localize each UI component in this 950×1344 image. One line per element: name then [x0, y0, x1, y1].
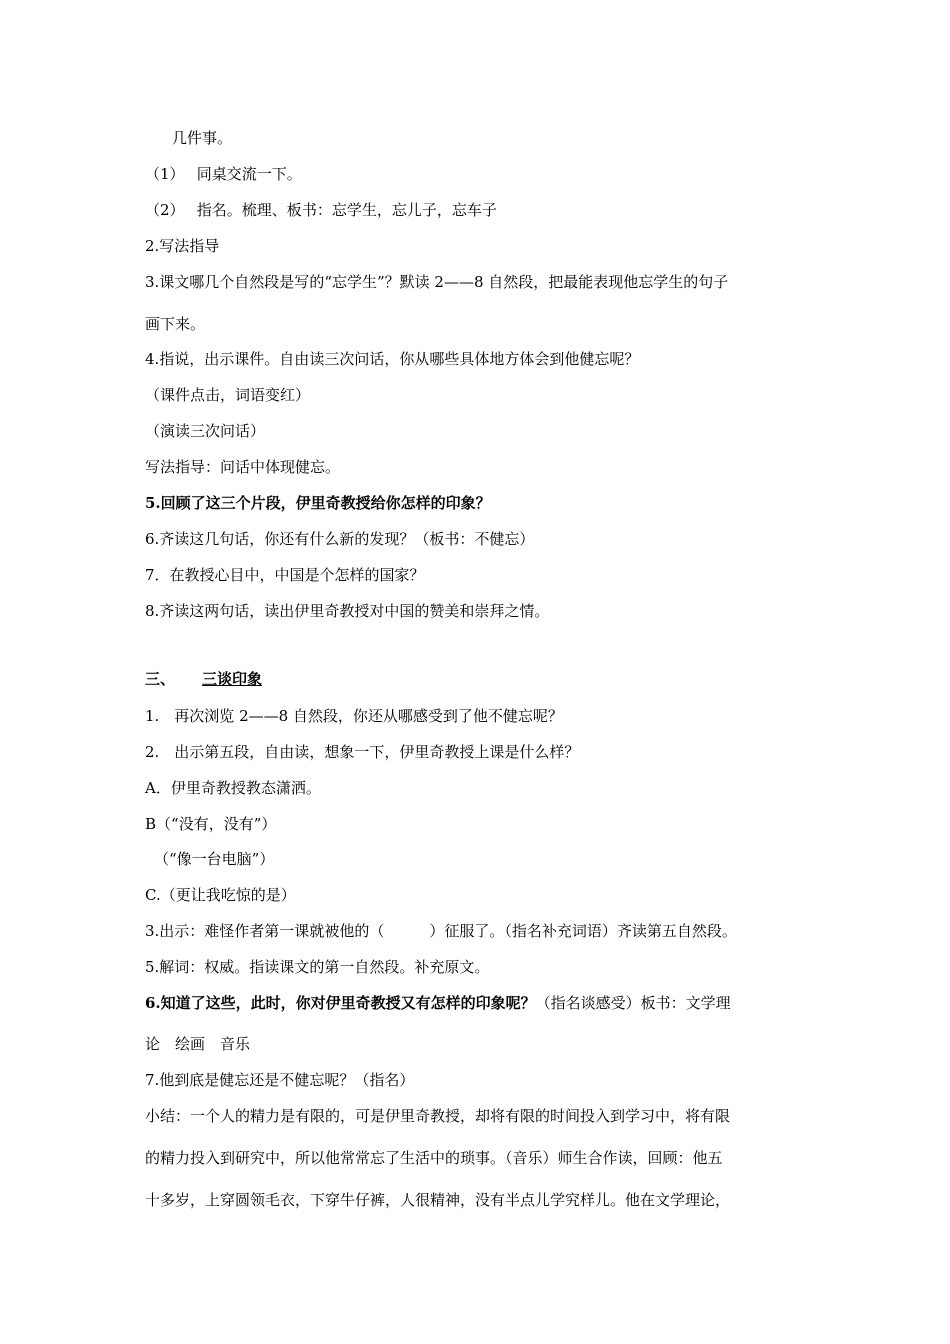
- text-line: C.（更让我吃惊的是）: [145, 886, 296, 904]
- text-line: 3.出示：难怪作者第一课就被他的（ ）征服了。（指名补充词语）齐读第五自然段。: [145, 922, 737, 940]
- text-line: 1. 再次浏览 2——8 自然段，你还从哪感受到了他不健忘呢？: [145, 707, 563, 725]
- text-line: 几件事。: [172, 129, 233, 147]
- text-line: 3.课文哪几个自然段是写的“忘学生”？默读 2——8 自然段，把最能表现他忘学生的句子: [145, 273, 729, 291]
- section-title: 三谈印象: [202, 670, 263, 688]
- mixed-line: [145, 993, 731, 1013]
- bold-question-text: 6.知道了这些，此时，你对伊里奇教授又有怎样的印象呢？: [145, 994, 536, 1012]
- text-line: 的精力投入到研究中，所以他常常忘了生活中的琐事。（音乐）师生合作读，回顾：他五: [145, 1149, 723, 1167]
- text-line: 7.他到底是健忘还是不健忘呢？（指名）: [145, 1071, 415, 1089]
- text-line: （演读三次问话）: [145, 422, 266, 440]
- text-line: A．伊里奇教授教态潇洒。: [145, 779, 321, 797]
- text-line: 8.齐读这两句话，读出伊里奇教授对中国的赞美和崇拜之情。: [145, 602, 550, 620]
- text-line: （课件点击，词语变红）: [145, 386, 311, 404]
- text-line: （2） 指名。梳理、板书：忘学生，忘儿子，忘车子: [145, 201, 497, 219]
- text-line: B（“没有，没有”）: [145, 815, 277, 833]
- line-remainder: （指名谈感受）板书：文学理: [535, 994, 731, 1012]
- text-line: 7．在教授心目中，中国是个怎样的国家？: [145, 566, 425, 584]
- text-line: 5.解词：权威。指读课文的第一自然段。补充原文。: [145, 958, 490, 976]
- text-line: 4.指说，出示课件。自由读三次问话，你从哪些具体地方体会到他健忘呢？: [145, 350, 640, 368]
- text-line: 小结：一个人的精力是有限的，可是伊里奇教授，却将有限的时间投入到学习中，将有限: [145, 1107, 731, 1125]
- section-number: 三、: [145, 670, 176, 688]
- bold-question-line: 5.回顾了这三个片段，伊里奇教授给你怎样的印象？: [145, 494, 491, 512]
- text-line: 写法指导：问话中体现健忘。: [145, 458, 341, 476]
- text-line: 2.写法指导: [145, 237, 220, 255]
- text-line: （“像一台电脑”）: [154, 850, 275, 868]
- text-line: 论 绘画 音乐: [145, 1035, 251, 1053]
- text-line: 6.齐读这几句话，你还有什么新的发现？（板书：不健忘）: [145, 530, 535, 548]
- text-line: 画下来。: [145, 315, 206, 333]
- text-line: （1） 同桌交流一下。: [145, 165, 302, 183]
- text-line: 2. 出示第五段，自由读，想象一下，伊里奇教授上课是什么样？: [145, 743, 580, 761]
- text-line: 十多岁，上穿圆领毛衣，下穿牛仔裤，人很精神，没有半点儿学究样儿。他在文学理论，: [145, 1191, 731, 1209]
